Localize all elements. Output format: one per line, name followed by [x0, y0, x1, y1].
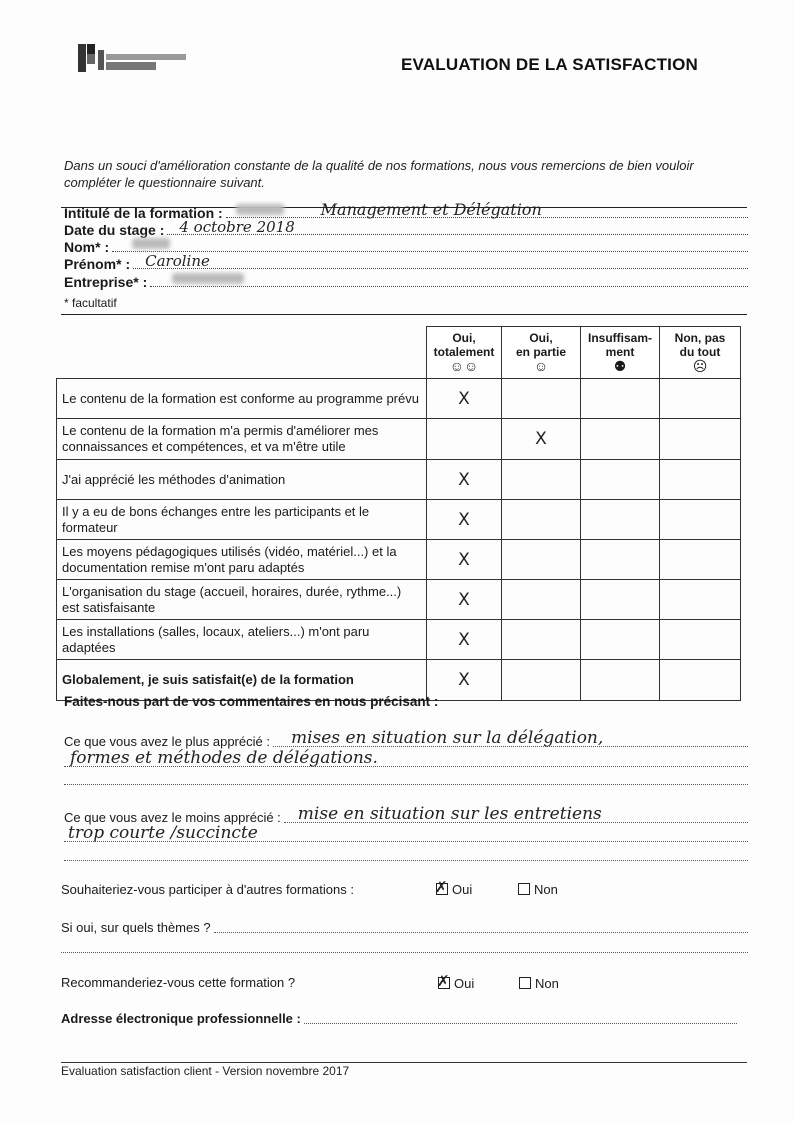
company-logo-redacted — [78, 44, 188, 74]
answer-cell[interactable] — [502, 379, 581, 419]
x-mark: X — [458, 670, 470, 690]
answer-cell[interactable] — [581, 500, 660, 540]
divider — [61, 314, 747, 315]
comments-title: Faites-nous part de vos commentaires en nous précisant : — [64, 694, 439, 709]
answer-cell[interactable] — [502, 500, 581, 540]
question-text: Il y a eu de bons échanges entre les participants et le formateur — [57, 500, 427, 540]
facultatif-note: * facultatif — [64, 296, 117, 310]
frown-icon: ☹ — [692, 358, 708, 374]
answer-cell[interactable] — [660, 460, 741, 500]
satisfaction-table — [56, 326, 741, 701]
table-row — [57, 580, 741, 620]
x-mark: X — [535, 429, 547, 449]
recommande-label: Recommanderiez-vous cette formation ? — [61, 975, 296, 990]
answer-cell[interactable] — [581, 379, 660, 419]
autres-non-option[interactable]: Non — [518, 882, 558, 897]
entreprise-label: Entreprise* : — [64, 274, 148, 290]
answer-cell[interactable] — [660, 660, 741, 701]
column-header: Oui, totalement ☺☺ — [427, 327, 502, 379]
intro-text: Dans un souci d'amélioration constante de la qualité de nos formations, nous vous remercions de bien vouloir compléter le questionnaire suivant. — [64, 158, 694, 190]
table-header — [57, 327, 741, 379]
table-row — [57, 379, 741, 419]
question-text: L'organisation du stage (accueil, horaires, durée, rythme...) est satisfaisante — [57, 580, 427, 620]
answer-cell[interactable] — [581, 580, 660, 620]
redacted-text — [172, 273, 244, 284]
answer-cell[interactable] — [581, 460, 660, 500]
answer-cell[interactable] — [427, 500, 502, 540]
question-text: Globalement, je suis satisfait(e) de la formation — [57, 660, 427, 701]
field-email[interactable] — [61, 1009, 737, 1026]
themes-label: Si oui, sur quels thèmes ? — [61, 920, 211, 935]
answer-cell[interactable] — [502, 460, 581, 500]
answer-cell[interactable] — [427, 379, 502, 419]
moins-value-line1: mise en situation sur les entretiens — [297, 804, 602, 824]
field-formation[interactable] — [64, 200, 748, 221]
answer-cell[interactable] — [581, 660, 660, 701]
column-header: Insuffisam- ment ⚉ — [581, 327, 660, 379]
recommande-oui-option[interactable]: ✗ Oui — [438, 976, 474, 991]
field-plus-line2[interactable] — [64, 748, 748, 769]
answer-cell[interactable] — [427, 620, 502, 660]
autres-oui-option[interactable]: ✗ Oui — [436, 882, 472, 897]
x-mark: X — [458, 629, 470, 650]
x-mark: X — [458, 549, 470, 570]
answer-cell[interactable] — [502, 540, 581, 580]
field-date[interactable] — [64, 220, 748, 238]
x-mark: X — [458, 589, 470, 610]
answer-cell[interactable] — [427, 460, 502, 500]
field-themes[interactable] — [61, 918, 748, 935]
answer-cell[interactable] — [660, 379, 741, 419]
table-row — [57, 540, 741, 580]
answer-cell[interactable] — [427, 419, 502, 460]
answer-cell[interactable] — [502, 620, 581, 660]
answer-cell[interactable] — [660, 580, 741, 620]
column-header: Non, pas du tout ☹ — [660, 327, 741, 379]
prenom-label: Prénom* : — [64, 256, 131, 272]
x-mark: X — [458, 509, 470, 530]
table-row — [57, 419, 741, 460]
checkbox[interactable] — [518, 883, 530, 895]
field-themes-line2[interactable] — [61, 938, 748, 955]
email-label: Adresse électronique professionnelle : — [61, 1011, 301, 1026]
answer-cell[interactable] — [502, 580, 581, 620]
prenom-value: Caroline — [145, 252, 210, 270]
field-moins-line2[interactable] — [64, 823, 748, 844]
answer-cell[interactable] — [502, 419, 581, 460]
answer-cell[interactable] — [427, 540, 502, 580]
recommande-non-option[interactable]: Non — [519, 976, 559, 991]
answer-cell[interactable] — [581, 419, 660, 460]
field-moins-line3[interactable] — [64, 846, 748, 863]
field-prenom[interactable] — [64, 254, 748, 272]
smile-icon: ☺ — [533, 358, 549, 374]
question-text: J'ai apprécié les méthodes d'animation — [57, 460, 427, 500]
x-mark: X — [458, 469, 470, 490]
answer-cell[interactable] — [581, 620, 660, 660]
x-mark: X — [458, 388, 470, 409]
date-label: Date du stage : — [64, 222, 165, 238]
formation-value: Management et Délégation — [320, 200, 542, 219]
answer-cell[interactable] — [660, 620, 741, 660]
question-text: Les moyens pédagogiques utilisés (vidéo, matériel...) et la documentation remise m'ont paru adaptés — [57, 540, 427, 580]
column-header: Oui, en partie ☺ — [502, 327, 581, 379]
question-text: Les installations (salles, locaux, ateliers...) m'ont paru adaptées — [57, 620, 427, 660]
moins-value-line2: trop courte /succincte — [68, 823, 258, 843]
answer-cell[interactable] — [427, 580, 502, 620]
page-title: EVALUATION DE LA SATISFACTION — [401, 55, 698, 74]
checkbox-checked[interactable] — [438, 977, 450, 989]
date-value: 4 octobre 2018 — [179, 218, 295, 236]
checkbox[interactable] — [519, 977, 531, 989]
redacted-text — [132, 238, 170, 249]
moins-label: Ce que vous avez le moins apprécié : — [64, 810, 281, 825]
field-plus-line3[interactable] — [64, 770, 748, 787]
formation-label: Intitulé de la formation : — [64, 205, 223, 221]
checkbox-checked[interactable] — [436, 883, 448, 895]
table-row — [57, 460, 741, 500]
table-row — [57, 500, 741, 540]
plus-value-line2: formes et méthodes de délégations. — [70, 748, 378, 768]
answer-cell[interactable] — [581, 540, 660, 580]
plus-value-line1: mises en situation sur la délégation, — [290, 728, 604, 748]
answer-cell[interactable] — [502, 660, 581, 701]
footer-divider — [61, 1062, 747, 1063]
question-text: Le contenu de la formation m'a permis d'améliorer mes connaissances et compétences, et va m'être utile — [57, 419, 427, 460]
footer-text: Evaluation satisfaction client - Version novembre 2017 — [61, 1064, 350, 1078]
answer-cell[interactable] — [660, 419, 741, 460]
autres-formations-label: Souhaiteriez-vous participer à d'autres formations : — [61, 882, 354, 897]
double-smile-icon: ☺☺ — [449, 358, 479, 374]
redacted-text — [236, 204, 284, 215]
question-text: Le contenu de la formation est conforme au programme prévu — [57, 379, 427, 419]
answer-cell[interactable] — [660, 500, 741, 540]
plus-label: Ce que vous avez le plus apprécié : — [64, 734, 270, 749]
field-plus-apprecie[interactable] — [64, 728, 748, 749]
neutral-face-icon: ⚉ — [613, 358, 627, 374]
field-entreprise[interactable] — [64, 272, 748, 290]
nom-label: Nom* : — [64, 239, 110, 255]
table-row — [57, 620, 741, 660]
answer-cell[interactable] — [660, 540, 741, 580]
